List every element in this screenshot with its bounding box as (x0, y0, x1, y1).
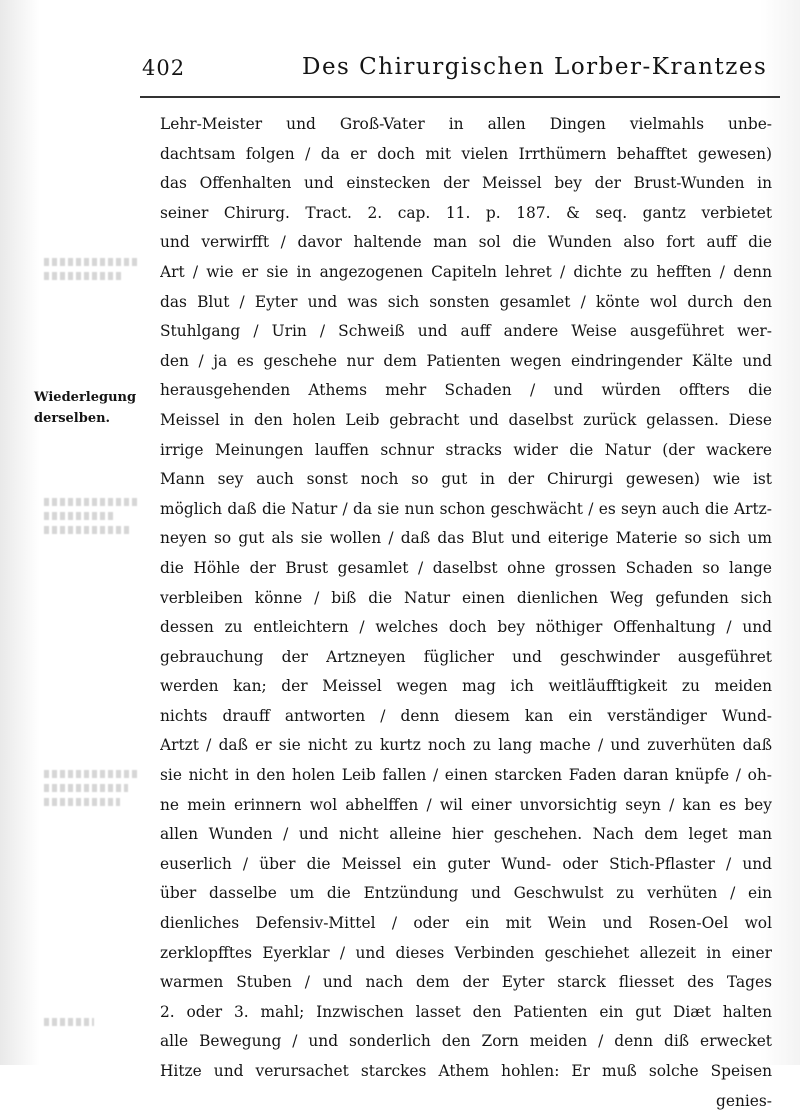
text-line: euserlich / über die Meissel ein guter Wund- oder Stich-Pflaster / und (160, 854, 772, 873)
text-line: seiner Chirurg. Tract. 2. cap. 11. p. 187. & seq. gantz verbietet (160, 203, 772, 222)
bleed-through-mark (44, 498, 140, 506)
text-line: herausgehenden Athems mehr Schaden / und würden offters die (160, 381, 772, 400)
text-line: nichts drauff antworten / denn diesem kan ein verständiger Wund- (160, 706, 772, 725)
bleed-through-mark (44, 526, 132, 534)
page-number: 402 (142, 56, 186, 80)
text-line: alle Bewegung / und sonderlich den Zorn meiden / denn diß erwecket (160, 1032, 772, 1051)
text-line: dessen zu entleichtern / welches doch bey nöthiger Offenhaltung / und (160, 618, 772, 637)
text-line: Mann sey auch sonst noch so gut in der Chirurgi gewesen) wie ist (160, 470, 772, 489)
text-line: sie nicht in den holen Leib fallen / einen starcken Faden daran knüpfe / oh- (160, 766, 772, 785)
text-line: genies- (715, 1091, 772, 1110)
text-line: Meissel in den holen Leib gebracht und daselbst zurück gelassen. Diese (160, 410, 772, 429)
text-line: warmen Stuben / und nach dem der Eyter starck fliesset des Tages (160, 973, 772, 992)
text-line: 2. oder 3. mahl; Inzwischen lasset den Patienten ein gut Diæt halten (160, 1002, 772, 1021)
text-line: Lehr-Meister und Groß-Vater in allen Dingen vielmahls unbe- (160, 115, 772, 133)
text-line: werden kan; der Meissel wegen mag ich weitläufftigkeit zu meiden (160, 677, 772, 696)
text-line: verbleiben könne / biß die Natur einen dienlichen Weg gefunden sich (160, 588, 772, 607)
text-line: Artzt / daß er sie nicht zu kurtz noch zu lang mache / und zuverhüten daß (160, 736, 772, 755)
running-title: Des Chirurgischen Lorber-Krantzes (302, 54, 768, 80)
text-line: dachtsam folgen / da er doch mit vielen Irrthümern behafftet gewesen) (160, 144, 772, 163)
text-line: über dasselbe um die Entzündung und Geschwulst zu verhüten / ein (160, 884, 772, 903)
text-line: gebrauchung der Artzneyen füglicher und geschwinder ausgeführet (160, 647, 772, 666)
text-line: dienliches Defensiv-Mittel / oder ein mit Wein und Rosen-Oel wol (160, 914, 772, 933)
text-line: Hitze und verursachet starckes Athem hohlen: Er muß solche Speisen (160, 1062, 772, 1080)
text-line: die Höhle der Brust gesamlet / daselbst ohne grossen Schaden so lange (160, 558, 772, 577)
bleed-through-mark (44, 784, 128, 792)
text-line: zerklopfftes Eyerklar / und dieses Verbinden geschiehet allezeit in einer (160, 943, 772, 962)
text-line: neyen so gut als sie wollen / daß das Blut und eiterige Materie so sich um (160, 529, 772, 548)
text-line: den / ja es geschehe nur dem Patienten wegen eindringender Kälte und (160, 351, 772, 370)
text-line: allen Wunden / und nicht alleine hier geschehen. Nach dem leget man (160, 825, 772, 844)
page-header (142, 48, 782, 88)
marginal-note-line: Wiederlegung (34, 390, 137, 405)
body-text (160, 110, 772, 1116)
marginal-note-line: derselben. (34, 411, 111, 426)
text-line: Stuhlgang / Urin / Schweiß und auff andere Weise ausgeführet wer- (160, 322, 772, 341)
bleed-through-mark (44, 272, 124, 280)
text-line: möglich daß die Natur / da sie nun schon geschwächt / es seyn auch die Artz- (160, 499, 772, 518)
bleed-through-mark (44, 258, 140, 266)
text-line: und verwirfft / davor haltende man sol die Wunden also fort auff die (160, 233, 772, 252)
text-line: das Blut / Eyter und was sich sonsten gesamlet / könte wol durch den (160, 292, 772, 311)
marginal-note (34, 387, 156, 429)
bleed-through-mark (44, 798, 120, 806)
header-rule (140, 96, 780, 98)
text-line: irrige Meinungen lauffen schnur stracks wider die Natur (der wackere (160, 440, 772, 459)
text-line: ne mein erinnern wol abhelffen / wil einer unvorsichtig seyn / kan es bey (160, 795, 772, 814)
bleed-through-mark (44, 1018, 94, 1026)
bleed-through-mark (44, 770, 140, 778)
text-line: Art / wie er sie in angezogenen Capiteln lehret / dichte zu hefften / denn (160, 262, 772, 281)
bleed-through-mark (44, 512, 114, 520)
text-line: das Offenhalten und einstecken der Meissel bey der Brust-Wunden in (160, 174, 772, 193)
